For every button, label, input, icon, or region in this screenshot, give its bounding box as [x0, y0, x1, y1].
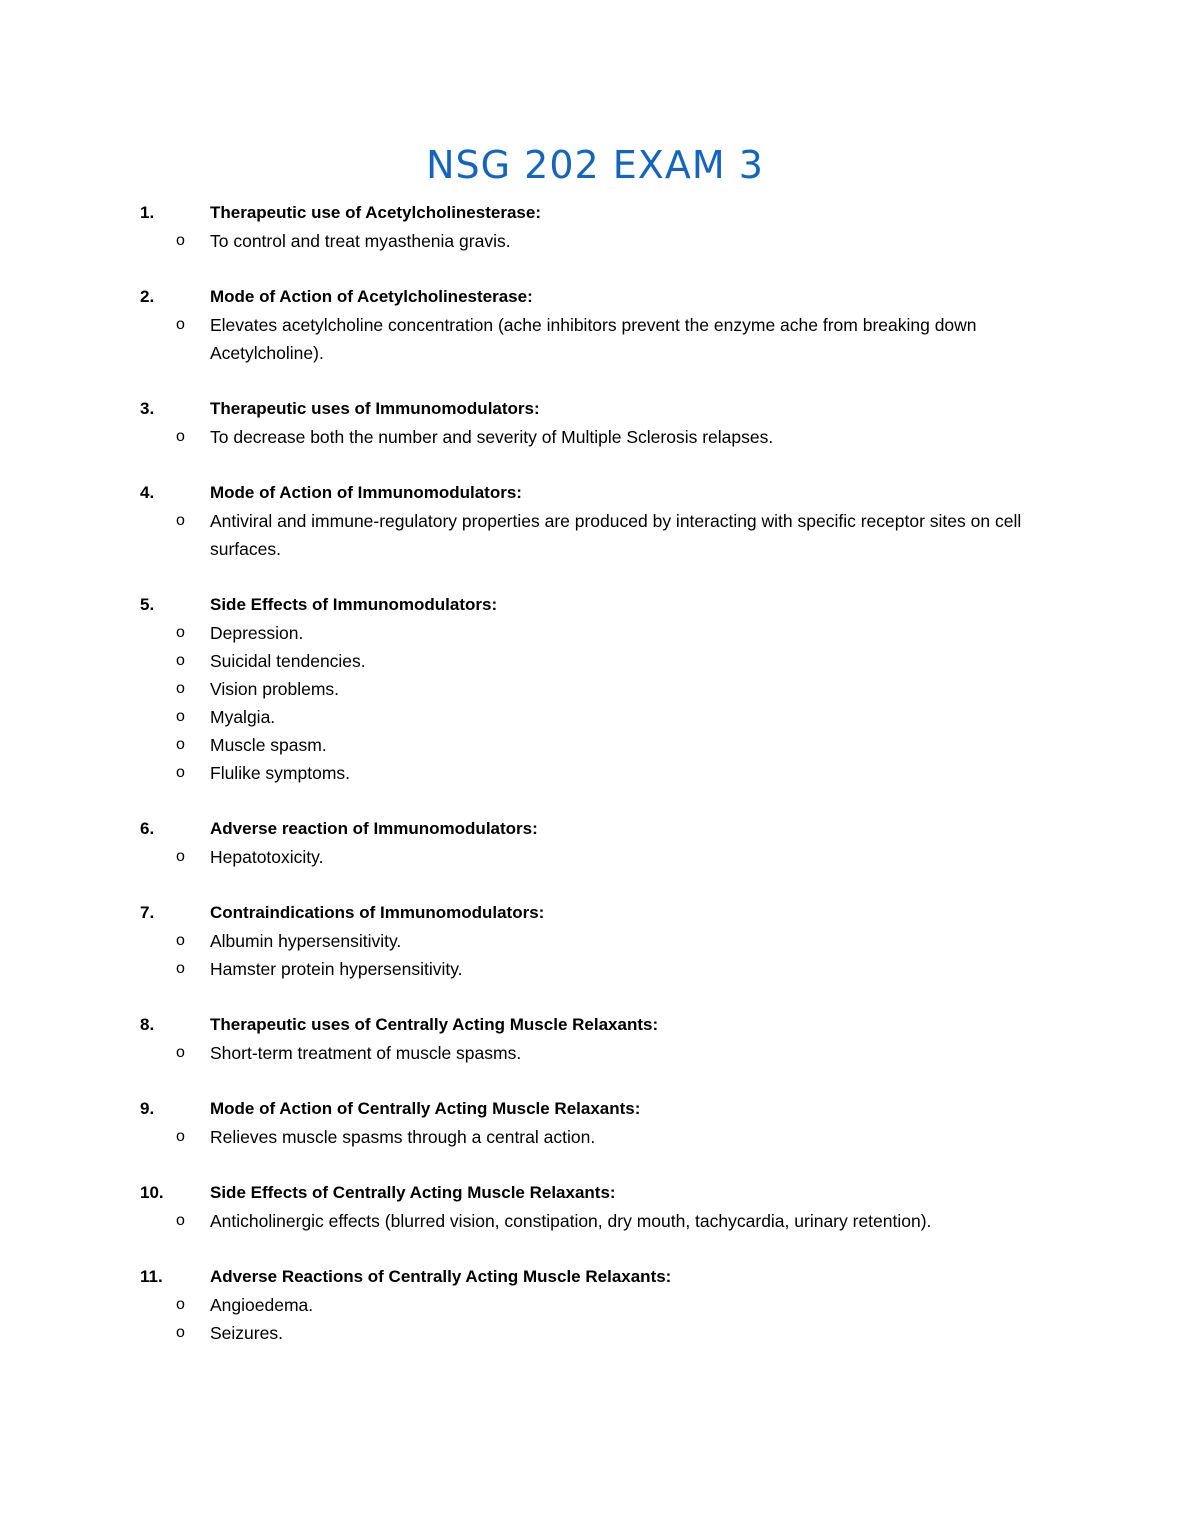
list-item-text: Flulike symptoms.: [210, 763, 351, 783]
section-8: [140, 1011, 1060, 1067]
section-heading: [140, 199, 1060, 227]
list-item-text: Vision problems.: [210, 679, 340, 699]
bullet-marker: o: [176, 960, 185, 977]
list-item-text: Depression.: [210, 623, 304, 643]
document-title: NSG 202 EXAM 3: [426, 143, 764, 187]
section-1: [140, 199, 1060, 255]
section-number: 8.: [140, 1015, 155, 1034]
section-number: 10.: [140, 1183, 164, 1202]
section-heading-text: Contraindications of Immunomodulators:: [210, 903, 545, 922]
section-number: 1.: [140, 203, 155, 222]
list-item: [140, 507, 1060, 563]
list-item: [140, 1123, 1060, 1151]
list-item-text: Albumin hypersensitivity.: [210, 931, 402, 951]
bullet-marker: o: [176, 428, 185, 445]
section-heading: [140, 1179, 1060, 1207]
bullet-list: [140, 507, 1060, 563]
section-heading: [140, 1011, 1060, 1039]
list-item: [140, 227, 1060, 255]
section-5: [140, 591, 1060, 787]
section-6: [140, 815, 1060, 871]
section-heading-text: Mode of Action of Acetylcholinesterase:: [210, 287, 533, 306]
section-heading-text: Mode of Action of Centrally Acting Muscle Relaxants:: [210, 1099, 641, 1118]
section-heading-text: Therapeutic uses of Immunomodulators:: [210, 399, 540, 418]
list-item-text: Relieves muscle spasms through a central action.: [210, 1127, 596, 1147]
list-item-text: Angioedema.: [210, 1295, 314, 1315]
section-heading: [140, 1095, 1060, 1123]
bullet-marker: o: [176, 708, 185, 725]
section-heading-text: Therapeutic uses of Centrally Acting Muscle Relaxants:: [210, 1015, 659, 1034]
section-heading-text: Side Effects of Centrally Acting Muscle Relaxants:: [210, 1183, 616, 1202]
section-number: 6.: [140, 819, 155, 838]
bullet-marker: o: [176, 1128, 185, 1145]
section-number: 4.: [140, 483, 155, 502]
section-heading: [140, 591, 1060, 619]
bullet-marker: o: [176, 512, 185, 529]
section-heading-text: Therapeutic use of Acetylcholinesterase:: [210, 203, 541, 222]
bullet-marker: o: [176, 680, 185, 697]
bullet-list: [140, 843, 1060, 871]
bullet-marker: o: [176, 1044, 185, 1061]
section-heading-text: Side Effects of Immunomodulators:: [210, 595, 498, 614]
section-heading: [140, 815, 1060, 843]
list-item: [140, 843, 1060, 871]
bullet-marker: o: [176, 316, 185, 333]
list-item-text: Anticholinergic effects (blurred vision, constipation, dry mouth, tachycardia, urinary retention).: [210, 1211, 932, 1231]
section-4: [140, 479, 1060, 563]
bullet-list: [140, 311, 1060, 367]
bullet-marker: o: [176, 232, 185, 249]
bullet-marker: o: [176, 764, 185, 781]
list-item: [140, 1291, 1060, 1319]
bullet-marker: o: [176, 1324, 185, 1341]
section-10: [140, 1179, 1060, 1235]
bullet-list: [140, 423, 1060, 451]
bullet-marker: o: [176, 624, 185, 641]
list-item-text: Suicidal tendencies.: [210, 651, 366, 671]
list-item: [140, 703, 1060, 731]
list-item: [140, 423, 1060, 451]
list-item-text: Seizures.: [210, 1323, 283, 1343]
bullet-list: [140, 619, 1060, 787]
section-number: 11.: [140, 1267, 163, 1286]
bullet-marker: o: [176, 1212, 185, 1229]
section-heading: [140, 1263, 1060, 1291]
list-item: [140, 647, 1060, 675]
list-item: [140, 619, 1060, 647]
bullet-list: [140, 1123, 1060, 1151]
section-11: [140, 1263, 1060, 1347]
section-heading-text: Adverse reaction of Immunomodulators:: [210, 819, 538, 838]
bullet-list: [140, 927, 1060, 983]
list-item: [140, 1039, 1060, 1067]
bullet-list: [140, 1207, 1060, 1235]
sections-list: [140, 199, 1060, 1375]
section-7: [140, 899, 1060, 983]
bullet-list: [140, 227, 1060, 255]
list-item-text: To decrease both the number and severity of Multiple Sclerosis relapses.: [210, 427, 774, 447]
bullet-marker: o: [176, 1296, 185, 1313]
bullet-marker: o: [176, 848, 185, 865]
list-item: [140, 311, 1060, 367]
bullet-marker: o: [176, 736, 185, 753]
list-item-text: Antiviral and immune-regulatory properties are produced by interacting with specific receptor sites on cell surfaces.: [210, 511, 1022, 559]
section-3: [140, 395, 1060, 451]
list-item: [140, 731, 1060, 759]
list-item-text: To control and treat myasthenia gravis.: [210, 231, 511, 251]
section-number: 2.: [140, 287, 155, 306]
section-heading: [140, 283, 1060, 311]
list-item: [140, 955, 1060, 983]
section-2: [140, 283, 1060, 367]
list-item: [140, 675, 1060, 703]
section-number: 9.: [140, 1099, 155, 1118]
list-item: [140, 927, 1060, 955]
list-item: [140, 759, 1060, 787]
section-heading-text: Mode of Action of Immunomodulators:: [210, 483, 522, 502]
list-item: [140, 1319, 1060, 1347]
bullet-marker: o: [176, 932, 185, 949]
section-number: 5.: [140, 595, 155, 614]
bullet-marker: o: [176, 652, 185, 669]
list-item-text: Hamster protein hypersensitivity.: [210, 959, 463, 979]
bullet-list: [140, 1291, 1060, 1347]
section-heading: [140, 479, 1060, 507]
section-number: 7.: [140, 903, 155, 922]
list-item-text: Elevates acetylcholine concentration (ache inhibitors prevent the enzyme ache from breaking down Acetylcholine).: [210, 315, 977, 363]
list-item-text: Short-term treatment of muscle spasms.: [210, 1043, 522, 1063]
section-heading-text: Adverse Reactions of Centrally Acting Muscle Relaxants:: [210, 1267, 672, 1286]
section-number: 3.: [140, 399, 155, 418]
list-item-text: Myalgia.: [210, 707, 276, 727]
section-9: [140, 1095, 1060, 1151]
list-item-text: Muscle spasm.: [210, 735, 327, 755]
section-heading: [140, 395, 1060, 423]
list-item: [140, 1207, 1060, 1235]
list-item-text: Hepatotoxicity.: [210, 847, 324, 867]
section-heading: [140, 899, 1060, 927]
bullet-list: [140, 1039, 1060, 1067]
